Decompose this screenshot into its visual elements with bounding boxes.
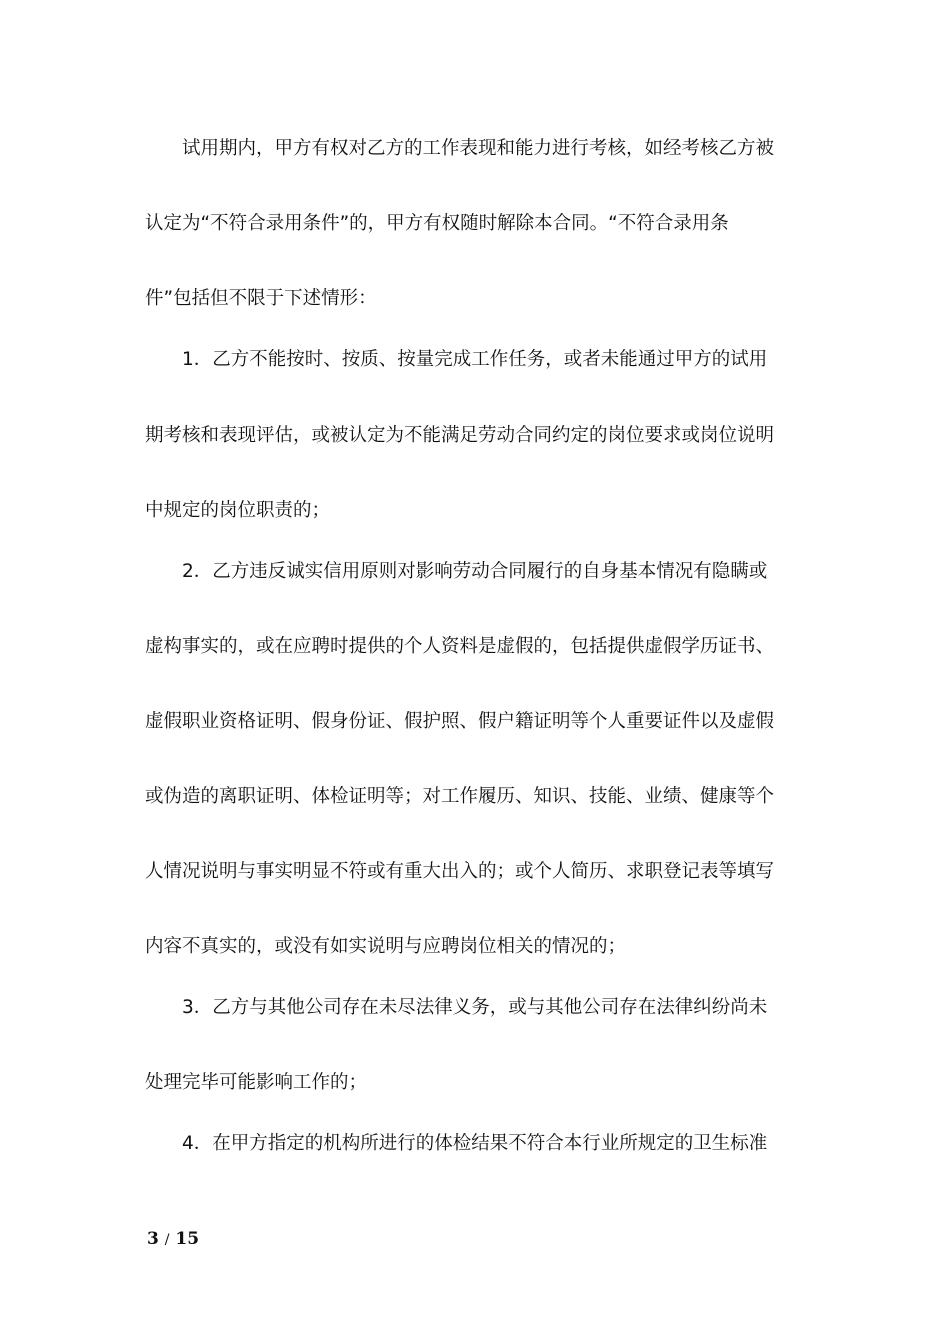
paragraph-line: 1．乙方不能按时、按质、按量完成工作任务，或者未能通过甲方的试用 bbox=[182, 349, 768, 370]
paragraph-line: 2．乙方违反诚实信用原则对影响劳动合同履行的自身基本情况有隐瞒或 bbox=[182, 561, 768, 582]
current-page-number: 3 bbox=[147, 1229, 159, 1249]
paragraph-line: 虚构事实的，或在应聘时提供的个人资料是虚假的，包括提供虚假学历证书、 bbox=[145, 636, 775, 657]
paragraph-line: 处理完毕可能影响工作的； bbox=[145, 1072, 368, 1093]
paragraph-line: 4．在甲方指定的机构所进行的体检结果不符合本行业所规定的卫生标准 bbox=[182, 1133, 768, 1154]
paragraph-line: 认定为“不符合录用条件”的，甲方有权随时解除本合同。“不符合录用条 bbox=[145, 213, 729, 234]
paragraph-line: 件”包括但不限于下述情形： bbox=[145, 288, 377, 309]
paragraph-line: 中规定的岗位职责的； bbox=[145, 500, 331, 521]
paragraph-line: 3．乙方与其他公司存在未尽法律义务，或与其他公司存在法律纠纷尚未 bbox=[182, 997, 768, 1018]
paragraph-line: 期考核和表现评估，或被认定为不能满足劳动合同约定的岗位要求或岗位说明 bbox=[145, 425, 775, 446]
paragraph-line: 虚假职业资格证明、假身份证、假护照、假户籍证明等个人重要证件以及虚假 bbox=[145, 711, 775, 732]
paragraph-line: 内容不真实的，或没有如实说明与应聘岗位相关的情况的； bbox=[145, 936, 627, 957]
total-page-count: 15 bbox=[175, 1229, 200, 1249]
page-separator: / bbox=[164, 1232, 170, 1248]
paragraph-line: 或伪造的离职证明、体检证明等；对工作履历、知识、技能、业绩、健康等个 bbox=[145, 786, 775, 807]
paragraph-line: 人情况说明与事实明显不符或有重大出入的；或个人简历、求职登记表等填写 bbox=[145, 861, 775, 882]
page-number bbox=[147, 1228, 199, 1251]
paragraph-line: 试用期内，甲方有权对乙方的工作表现和能力进行考核，如经考核乙方被 bbox=[182, 138, 775, 159]
